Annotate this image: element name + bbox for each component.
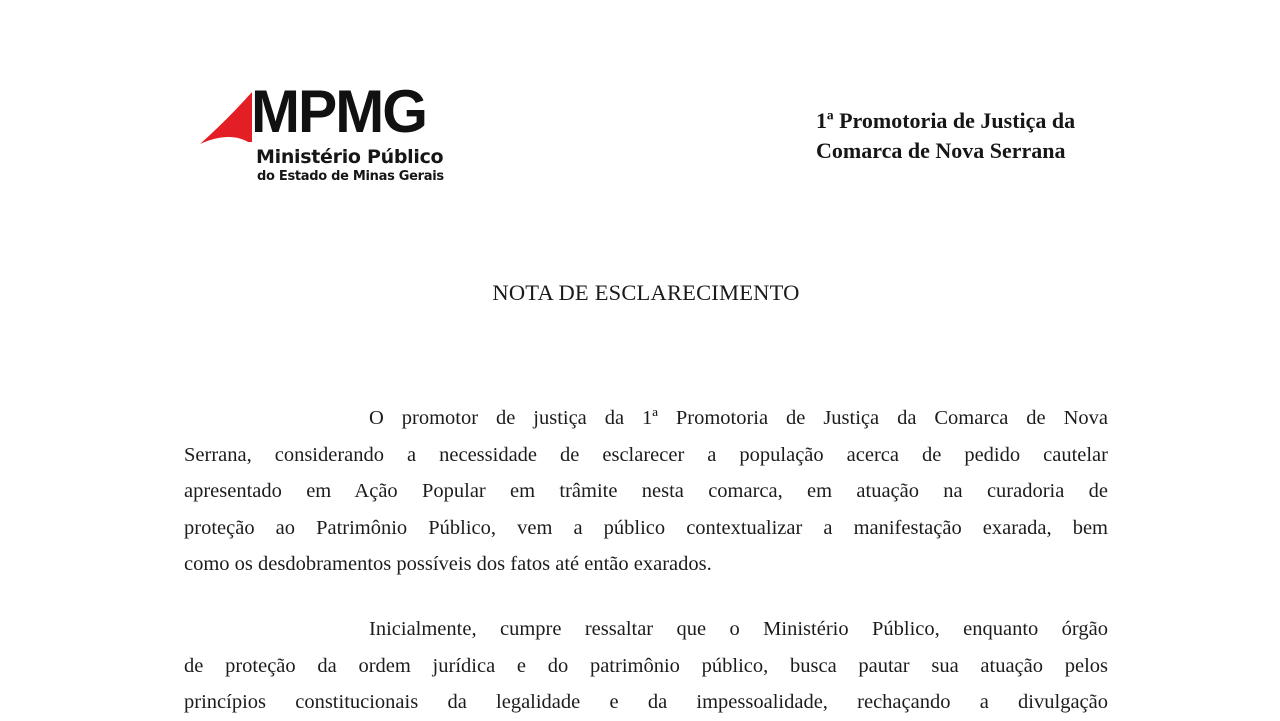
paragraph-line: apresentado em Ação Popular em trâmite nesta comarca, em atuação na curadoria de [184,480,1108,502]
logo-wordmark: MPMG [251,78,427,145]
paragraph-line: como os desdobramentos possíveis dos fatos até então exarados. [184,553,712,575]
paragraph-line: princípios constitucionais da legalidade e da impessoalidade, rechaçando a divulgação [184,691,1108,713]
paragraph-1 [184,400,1108,583]
paragraph-line: Serrana, considerando a necessidade de esclarecer a população acerca de pedido cautelar [184,443,1108,466]
logo-subtitle-2: do Estado de Minas Gerais [257,169,444,184]
logo-subtitle-1: Ministério Público [256,146,444,168]
office-line-1: 1ª Promotoria de Justiça da [816,108,1076,133]
paragraph-line: O promotor de justiça da 1ª Promotoria de Justiça da Comarca de Nova [369,407,1108,429]
office-line-2: Comarca de Nova Serrana [816,138,1066,163]
mpmg-logo [198,78,478,193]
paragraph-line: de proteção da ordem jurídica e do patrimônio público, busca pautar sua atuação pelos [184,654,1108,677]
paragraph-2 [184,611,1108,721]
office-heading [816,106,1075,166]
paragraph-line: proteção ao Patrimônio Público, vem a público contextualizar a manifestação exarada, bem [184,516,1108,539]
red-triangle-logo-icon [198,92,254,146]
paragraph-line: Inicialmente, cumpre ressaltar que o Ministério Público, enquanto órgão [369,618,1108,640]
document-title: NOTA DE ESCLARECIMENTO [492,280,800,305]
